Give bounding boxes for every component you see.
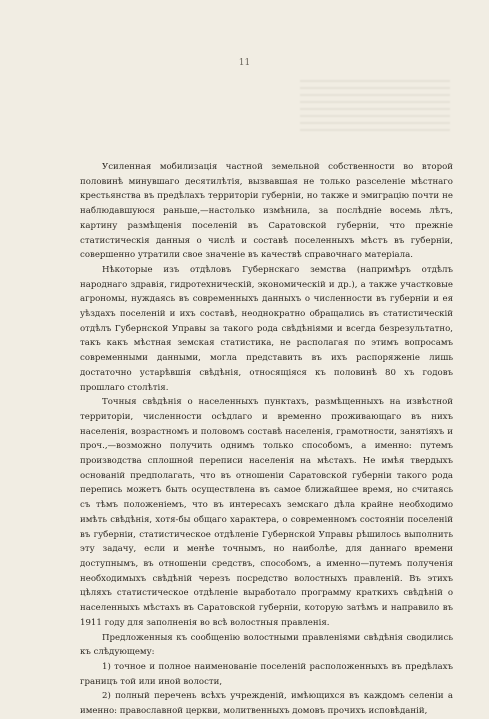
list-item-2: 2) полный перечень всѣхъ учрежденій, имѣющихся въ каждомъ селеніи а именно: православной церкви, молитвенныхъ домовъ прочихъ исповѣданій, — [80, 691, 453, 717]
paragraph-3: Точныя свѣдѣнія о населенныхъ пунктахъ, размѣщенныхъ на извѣстной территоріи, численности осѣдлаго и временно проживающаго въ нихъ населенія, возрастномъ и половомъ составѣ населенія, грамотности, занятіяхъ и проч.,—возможно получить однимъ только способомъ, а именно: путемъ производства сплошной переписи населенія на мѣстахъ. Не имѣя твердыхъ основаній предполагать, что въ отношеніи Саратовской губерніи такого рода перепись можетъ быть осуществлена въ самое ближайшее время, но считаясь съ тѣмъ положеніемъ, что въ интересахъ земскаго дѣла крайне необходимо имѣть свѣдѣнія, хотя-бы общаго характера, о современномъ состояніи поселеній въ губерніи, статистическое отдѣленіе Губернской Управы рѣшилось выполнить эту задачу, если и менѣе точнымъ, но наиболѣе, для даннаго времени доступнымъ, въ отношеніи средствъ, способомъ, а именно—путемъ полученія необходимыхъ свѣдѣній черезъ посредство волостныхъ правленій. Въ этихъ цѣляхъ статистическое отдѣленіе выработало программу краткихъ свѣдѣній о населенныхъ мѣстахъ въ Саратовской губерніи, которую затѣмъ и направило въ 1911 году для заполненія во всѣ волостныя правленія. — [80, 397, 453, 628]
paragraph-4: Предложенныя къ сообщенію волостными правленіями свѣдѣнія сводились къ слѣдующему: — [80, 632, 453, 658]
body-text — [80, 160, 453, 719]
list-item-1: 1) точное и полное наименованіе поселеній расположенныхъ въ предѣлахъ границъ той или иной волости, — [80, 661, 453, 687]
show-through-text — [300, 80, 450, 135]
paragraph-2: Нѣкоторые изъ отдѣловъ Губернскаго земства (напримѣръ отдѣлъ народнаго здравія, гидротехническій, экономическій и др.), а также участковые агрономы, нуждаясь въ современныхъ данныхъ о численности въ губерніи и ея уѣздахъ поселеній и ихъ составѣ, неоднократно обращались въ статистическій отдѣлъ Губернской Управы за такого рода свѣдѣніями и всегда безрезультатно, такъ какъ мѣстная земская статистика, не располагая по этимъ вопросамъ современными данными, могла представить въ ихъ распоряженіе лишь достаточно устарѣвшія свѣдѣнія, относящіяся къ половинѣ 80 хъ годовъ прошлаго столѣтія. — [80, 264, 453, 393]
paragraph-1: Усиленная мобилизація частной земельной собственности во второй половинѣ минувшаго десятилѣтія, вызвавшая не только разселеніе мѣстнаго крестьянства въ предѣлахъ территоріи губерніи, но также и эмиграцію почти не наблюдавшуюся раньше,—настолько измѣнила, за послѣдніе восемь лѣтъ, картину размѣщенія поселеній въ Саратовской губерніи, что прежніе статистическія данныя о числѣ и составѣ поселенныхъ мѣстъ въ губерніи, совершенно утратили свое значеніе въ качествѣ справочнаго матеріала. — [80, 162, 453, 261]
page-number: 11 — [238, 58, 251, 68]
